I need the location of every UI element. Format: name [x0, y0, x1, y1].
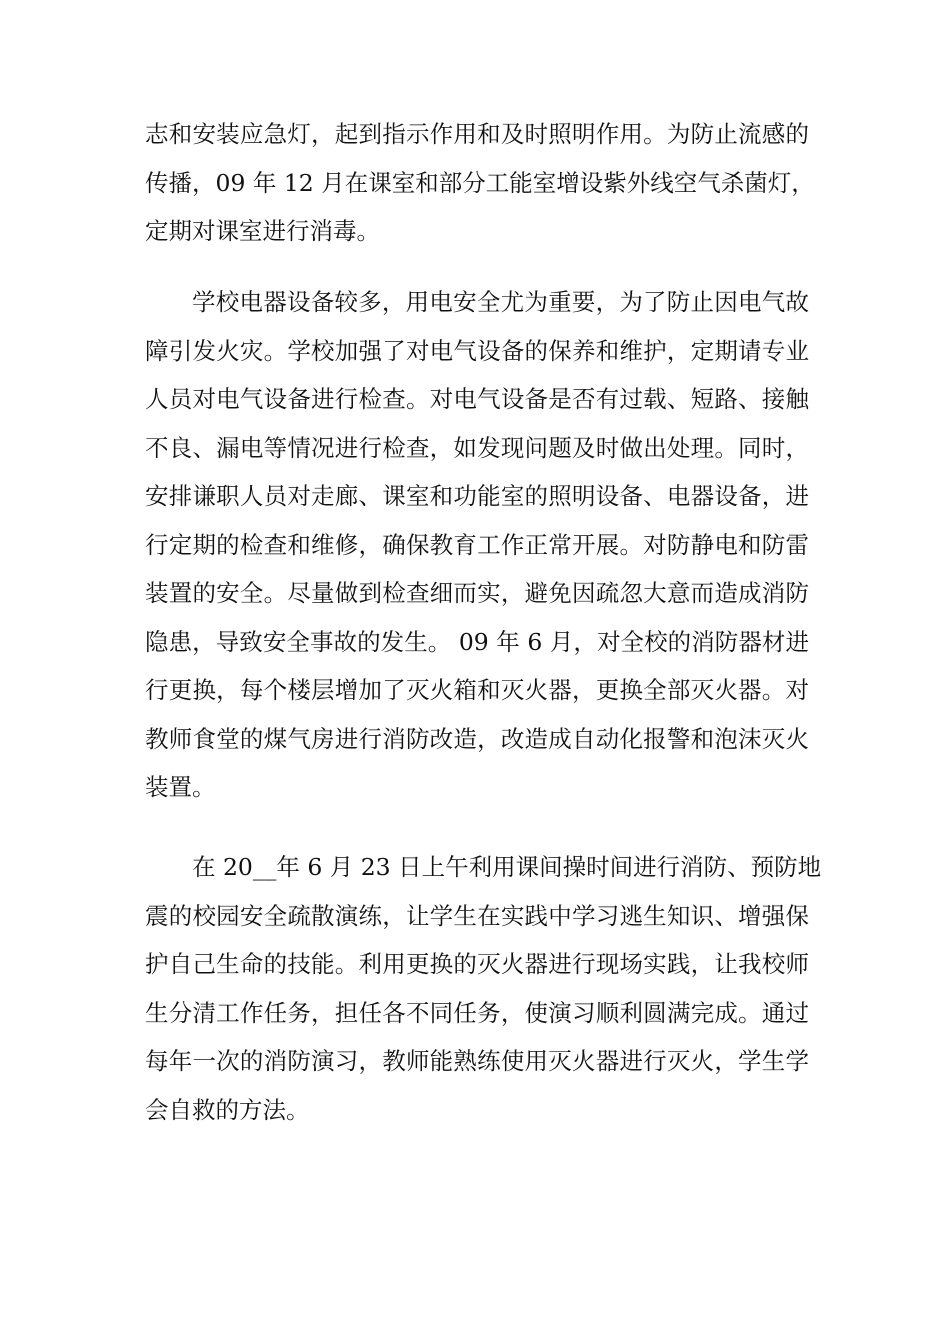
text-line: 在 20__年 6 月 23 日上午利用课间操时间进行消防、预防地	[192, 853, 822, 881]
text-line: 护自己生命的技能。利用更换的灭火器进行现场实践，让我校师	[145, 950, 809, 978]
text-line: 每年一次的消防演习，教师能熟练使用灭火器进行灭火，学生学	[145, 1047, 809, 1075]
text-line: 行更换，每个楼层增加了灭火箱和灭火器，更换全部灭火器。对	[145, 676, 809, 704]
text-line: 志和安装应急灯，起到指示作用和及时照明作用。为防止流感的	[145, 120, 809, 148]
text-line: 人员对电气设备进行检查。对电气设备是否有过载、短路、接触	[145, 385, 809, 413]
text-line: 传播，09 年 12 月在课室和部分工能室增设紫外线空气杀菌灯，	[145, 168, 815, 197]
text-line: 教师食堂的煤气房进行消防改造，改造成自动化报警和泡沫灭火	[145, 724, 809, 753]
text-line: 装置。	[145, 773, 216, 801]
text-line: 安排谦职人员对走廊、课室和功能室的照明设备、电器设备，进	[145, 482, 809, 510]
paragraph-2	[145, 278, 809, 812]
text-line: 不良、漏电等情况进行检查，如发现问题及时做出处理。同时，	[145, 433, 809, 462]
text-line: 隐患，导致安全事故的发生。 09 年 6 月，对全校的消防器材进	[145, 627, 809, 656]
text-line: 障引发火灾。学校加强了对电气设备的保养和维护，定期请专业	[145, 336, 809, 365]
text-line: 生分清工作任务，担任各不同任务，使演习顺利圆满完成。通过	[145, 998, 809, 1027]
text-line: 学校电器设备较多，用电安全尤为重要，为了防止因电气故	[192, 288, 809, 316]
text-line: 行定期的检查和维修，确保教育工作正常开展。对防静电和防雷	[145, 530, 809, 559]
paragraph-3	[145, 843, 822, 1134]
text-line: 定期对课室进行消毒。	[145, 217, 380, 245]
text-line: 装置的安全。尽量做到检查细而实，避免因疏忽大意而造成消防	[145, 579, 809, 607]
paragraph-1	[145, 110, 815, 256]
text-line: 震的校园安全疏散演练，让学生在实践中学习逃生知识、增强保	[145, 901, 809, 930]
text-line: 会自救的方法。	[145, 1095, 310, 1124]
